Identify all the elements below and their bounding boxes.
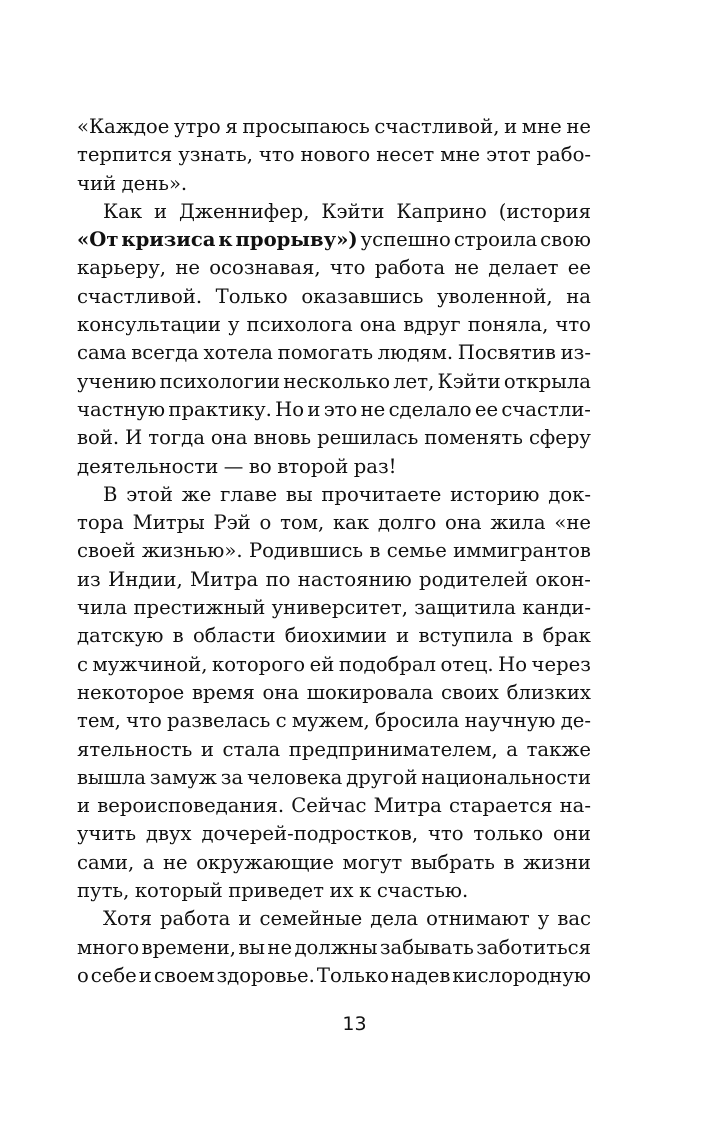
word: что [555,313,591,337]
word: Каприно [396,199,487,223]
word: как [332,511,370,535]
word: лет, [393,369,435,393]
word: не [454,256,479,280]
word: и [77,794,91,818]
word: вы [285,482,313,506]
word: биохимии [284,624,387,648]
word: том, [280,511,325,535]
word: и [138,963,152,987]
word: отец. [440,652,494,676]
word: с [77,652,88,676]
word: старается [448,794,553,818]
word: научную [464,709,556,733]
word: престижный [133,596,266,620]
word: деятельности [77,454,219,478]
word: долго [377,511,437,535]
word: себе [90,963,137,987]
word: я [225,115,238,138]
word: в [503,850,515,874]
word: у [227,313,240,337]
text-line [77,934,591,962]
word: узнать, [178,143,253,167]
word: частную [77,397,166,421]
word: этой [126,482,173,506]
word: тогда [148,426,205,450]
word: сделало [388,397,472,421]
word: вышла [77,765,146,789]
text-line [77,651,591,679]
word: этот [486,143,531,167]
word: она [262,680,300,704]
word: счастливой. [77,284,203,308]
word: поменять [424,426,523,450]
word: а [506,737,518,761]
word: окон- [535,567,591,591]
word: всегда [131,341,199,365]
word: уволенной, [437,284,553,308]
word: здоровье. [216,963,315,987]
text-line [77,141,591,169]
word: мужем, [291,709,370,733]
word: не [163,850,188,874]
text-line [77,594,591,622]
word: рабо- [536,143,591,167]
word: своих [440,680,499,704]
word: времени, [141,935,236,959]
word: через [531,652,591,676]
word: свою [540,228,591,252]
word: ей [309,652,335,676]
word: она [445,511,482,535]
word: кислородную [452,963,591,987]
word: шокировала [306,680,434,704]
word: по [265,567,291,591]
word: национальности [421,765,591,789]
word: прочитаете [321,482,442,506]
word: предпринимателем, [288,737,498,761]
word: жизнью». [141,539,243,563]
word: это [323,397,358,421]
word: мне [440,143,481,167]
word: стала [222,737,281,761]
text-line [77,396,591,424]
word: к [359,879,372,903]
word: к [218,228,233,252]
word: человека [246,765,343,789]
word: «Каждое [77,115,170,138]
word: также [526,737,591,761]
word: поняла, [467,313,549,337]
word: психологии [159,369,281,393]
word: вновь [253,426,312,450]
word: датскую [77,624,164,648]
word: консультации [77,313,221,337]
word: путь, [77,879,130,903]
word: открыла [503,369,591,393]
word: помогать [277,341,373,365]
word: выбрать [410,850,495,874]
word: кризиса [121,228,216,252]
word: их [329,879,354,903]
word: она [210,426,248,450]
word: Дженнифер, [179,199,310,223]
word: решилась [317,426,419,450]
word: настоянию [297,567,412,591]
word: работа [374,256,446,280]
word: просыпаюсь [242,115,370,138]
word: успешно [360,228,451,252]
word: Только [215,284,288,308]
word: жила [490,511,546,535]
text-line [77,736,591,764]
word: тора [77,511,124,535]
word: Родившись [248,539,363,563]
word: области [192,624,276,648]
word: семье [386,539,447,563]
word: Как [103,199,143,223]
word: учению [77,369,157,393]
word: о [77,963,89,987]
word: и [396,624,410,648]
word: И [125,426,143,450]
word: отнимают [426,907,530,931]
word: строила [453,228,538,252]
word: не [566,115,591,138]
word: в [369,539,381,563]
word: вы [238,935,265,959]
text-line [77,339,591,367]
word: день». [121,171,188,195]
word: «От [77,228,119,252]
text-line [77,198,591,226]
word: и [307,397,321,421]
word: Но [275,397,305,421]
word: вступила [418,624,514,648]
word: надев [390,963,451,987]
word: чий [77,171,117,195]
text-line [77,368,591,396]
word: док- [548,482,591,506]
word: Кэйти [437,369,501,393]
word: забывать [379,935,474,959]
word: только [473,822,544,846]
text-line [77,764,591,792]
text-line [77,566,591,594]
word: брак [542,624,591,648]
word: терпится [77,143,173,167]
word: главе [220,482,278,506]
word: родителей [419,567,529,591]
word: людям. [377,341,454,365]
word: с [275,709,287,733]
word: (история [498,199,591,223]
word: в [522,624,534,648]
text-line [77,905,591,933]
word: развелась [167,709,271,733]
word: жизни [523,850,591,874]
word: вероисповедания. [97,794,285,818]
text-line [77,509,591,537]
word: прорыву») [235,228,358,252]
word: на- [559,794,591,818]
word: не [175,256,200,280]
word: они [553,822,591,846]
word: из [77,567,101,591]
word: счастли- [501,397,591,421]
word: Митра [373,794,442,818]
word: хотела [203,341,273,365]
word: же [181,482,212,506]
word: сама [77,341,127,365]
word: вдруг [403,313,461,337]
text-line [77,707,591,735]
word: за [220,765,244,789]
word: не [360,397,386,421]
word: дела [370,907,419,931]
text-line [77,170,591,198]
word: Митра [190,567,259,591]
word: мужчиной, [92,652,208,676]
word: нового [300,143,371,167]
word: который [134,879,223,903]
text-line [77,254,591,282]
word: на [566,284,591,308]
word: мне [521,115,562,138]
text-line [77,311,591,339]
word: много [77,935,140,959]
word: карьеру, [77,256,167,280]
word: осознавая, [209,256,321,280]
text-line [77,622,591,650]
word: некоторое [77,680,185,704]
word: ее [474,397,499,421]
word: университет, [271,596,408,620]
word: ятельность [77,737,193,761]
word: она [359,313,397,337]
word: приведет [228,879,324,903]
word: замуж [149,765,217,789]
word: сферу [528,426,591,450]
word: из- [560,341,591,365]
word: у [537,907,550,931]
word: де- [560,709,591,733]
word: другой [346,765,418,789]
word: «не [554,511,591,535]
word: которого [212,652,306,676]
word: и [504,115,518,138]
word: В [103,482,118,506]
word: несет [376,143,435,167]
text-line [77,283,591,311]
word: канди- [522,596,591,620]
text-line [77,849,591,877]
word: работа [160,907,231,931]
word: сами, [77,850,135,874]
word: о [259,511,272,535]
word: психолога [246,313,353,337]
word: должны [294,935,378,959]
word: и [154,199,168,223]
word: Кэйти [321,199,385,223]
word: своей [77,539,136,563]
word: Посвятив [457,341,556,365]
word: чила [77,596,128,620]
word: тем, [77,709,121,733]
word: подобрал [338,652,436,676]
word: заботиться [476,935,591,959]
word: историю [450,482,540,506]
text-line [77,481,591,509]
text-line [77,679,591,707]
word: могут [342,850,403,874]
word: своем [153,963,215,987]
word: вас [557,907,591,931]
word: практику. [168,397,272,421]
word: окружающие [196,850,334,874]
word: Сейчас [291,794,367,818]
text-line [77,537,591,565]
word: Митры [132,511,205,535]
text-line [77,877,591,905]
word: время [192,680,255,704]
body-text [77,113,591,990]
word: и [238,907,252,931]
word: дочерей-подростков, [201,822,419,846]
word: второй [277,454,349,478]
word: во [248,454,272,478]
word: утро [173,115,221,138]
word: ее [567,256,591,280]
word: что [258,143,295,167]
word: и [200,737,214,761]
word: что [427,822,464,846]
text-line [77,424,591,452]
text-line [77,792,591,820]
word: Но [498,652,528,676]
word: Только [316,963,389,987]
text-line [77,820,591,848]
word: Рэй [213,511,251,535]
word: вой. [77,426,120,450]
word: несколько [283,369,391,393]
word: иммигрантов [453,539,591,563]
text-line [77,226,591,254]
word: Индии, [108,567,183,591]
text-line [77,113,591,141]
word: Хотя [103,907,152,931]
text-line [77,453,591,481]
word: делает [488,256,559,280]
word: близких [506,680,591,704]
text-line [77,962,591,990]
word: в [172,624,184,648]
word: учить [77,822,137,846]
word: не [267,935,293,959]
word: — [223,454,244,478]
word: двух [145,822,192,846]
word: а [142,850,155,874]
word: счастливой, [374,115,500,138]
word: раз! [353,454,397,478]
page-number: 13 [342,1013,367,1035]
word: что [329,256,366,280]
word: защитила [414,596,516,620]
word: семейные [259,907,363,931]
word: счастью. [376,879,469,903]
word: что [126,709,162,733]
word: оказавшись [301,284,424,308]
word: бросила [374,709,460,733]
